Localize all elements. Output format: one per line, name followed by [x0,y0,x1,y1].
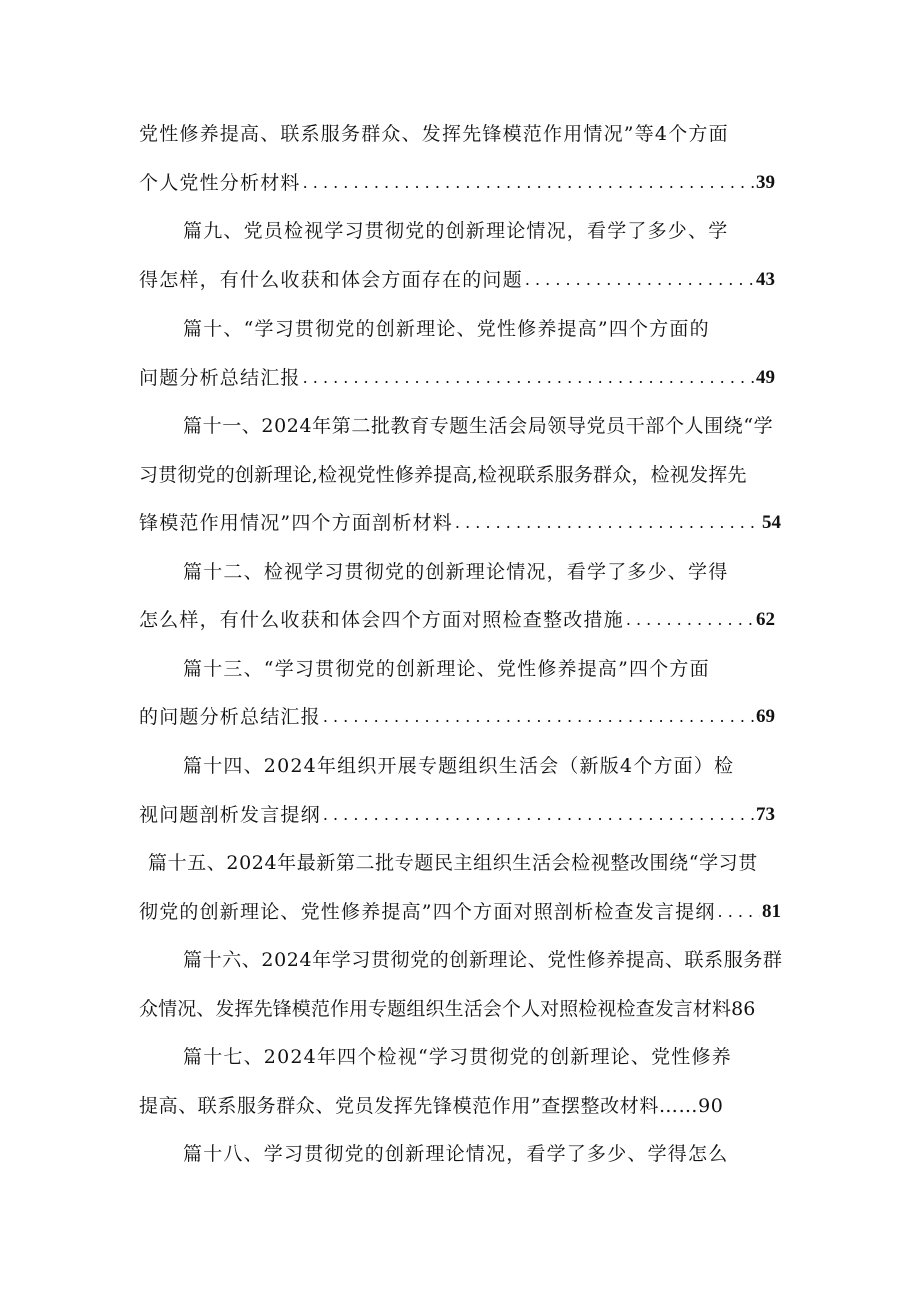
toc-entry-12-page: 62 [756,609,775,630]
dot-leader [323,795,754,835]
toc-entry-13-line-2[interactable] [139,697,775,737]
toc-entry-12-line-1: 篇十二、检视学习贯彻党的创新理论情况，看学了多少、学得 [183,561,729,583]
toc-entry-14-title-end: 视问题剖析发言提纲 [139,804,321,826]
dot-leader [718,892,760,932]
toc-entry-13-title-end: 的问题分析总结汇报 [139,706,321,728]
toc-entry-14-line-2[interactable] [139,795,775,835]
toc-entry-8-page: 39 [756,172,775,193]
toc-entry-12-line-2[interactable] [139,600,775,640]
dot-leader [626,600,754,640]
toc-entry-17-line-1: 篇十七、2024年四个检视“学习贯彻党的创新理论、党性修养 [183,1046,732,1068]
toc-entry-14-page: 73 [756,804,775,825]
dot-leader [323,697,754,737]
toc-entry-16-line-1: 篇十六、2024年学习贯彻党的创新理论、党性修养提高、联系服务群 [183,949,783,971]
toc-entry-8-line-1: 党性修养提高、联系服务群众、发挥先锋模范作用情况”等4个方面 [139,123,729,145]
toc-entry-11-line-2: 习贯彻党的创新理论,检视党性修养提高,检视联系服务群众，检视发挥先 [139,464,747,486]
toc-entry-11-page: 54 [762,512,781,533]
dot-leader [455,503,760,543]
toc-entry-11-title-end: 锋模范作用情况”四个方面剖析材料 [139,512,453,534]
toc-entry-15-page: 81 [762,901,781,922]
dot-leader [303,358,754,398]
toc-entry-9-line-2[interactable] [139,260,775,300]
toc-entry-9-page: 43 [756,269,775,290]
toc-entry-13-line-1: 篇十三、“学习贯彻党的创新理论、党性修养提高”四个方面 [183,658,710,680]
toc-entry-17-line-2[interactable]: 提高、联系服务群众、党员发挥先锋模范作用”查摆整改材料……90 [139,1095,724,1117]
toc-entry-14-line-1: 篇十四、2024年组织开展专题组织生活会（新版4个方面）检 [183,755,735,777]
toc-entry-10-page: 49 [756,367,775,388]
dot-leader [303,163,754,203]
toc-entry-12-title-end: 怎么样，有什么收获和体会四个方面对照检查整改措施 [139,609,624,631]
toc-entry-9-title-end: 得怎样，有什么收获和体会方面存在的问题 [139,269,523,291]
toc-entry-13-page: 69 [756,706,775,727]
toc-entry-11-line-1: 篇十一、2024年第二批教育专题生活会局领导党员干部个人围绕“学 [183,415,774,437]
toc-entry-15-title-end: 彻党的创新理论、党性修养提高”四个方面对照剖析检查发言提纲 [139,901,716,923]
toc-entry-18-line-1: 篇十八、学习贯彻党的创新理论情况，看学了多少、学得怎么 [183,1143,729,1165]
toc-entry-9-line-1: 篇九、党员检视学习贯彻党的创新理论情况，看学了多少、学 [183,220,729,242]
toc-entry-15-line-2[interactable] [139,892,781,932]
toc-entry-10-line-1: 篇十、“学习贯彻党的创新理论、党性修养提高”四个方面的 [183,318,710,340]
toc-entry-8-line-2[interactable] [139,163,775,203]
toc-entry-15-line-1: 篇十五、2024年最新第二批专题民主组织生活会检视整改围绕“学习贯 [148,852,758,874]
toc-entry-8-title-end: 个人党性分析材料 [139,172,301,194]
toc-entry-16-line-2[interactable]: 众情况、发挥先锋模范作用专题组织生活会个人对照检视检查发言材料86 [139,998,756,1020]
toc-entry-10-title-end: 问题分析总结汇报 [139,367,301,389]
dot-leader [525,260,754,300]
toc-entry-10-line-2[interactable] [139,358,775,398]
toc-entry-11-line-3[interactable] [139,503,781,543]
